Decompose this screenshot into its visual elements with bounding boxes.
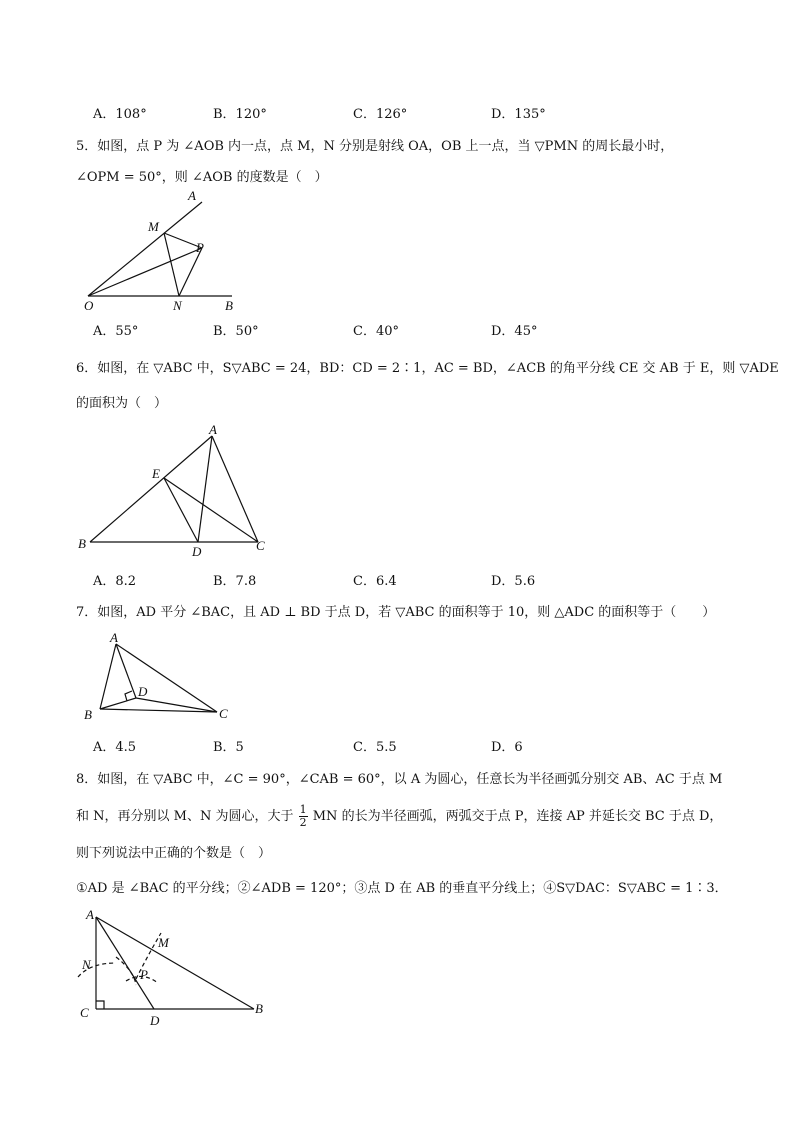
q5-stem-line1: 5．如图，点 P 为 ∠AOB 内一点，点 M，N 分别是射线 OA，OB 上一点，当 ▽PMN 的周长最小时， [76,139,674,154]
q4-option-c: C．126° [353,107,408,122]
q6-label-a: A [209,422,217,437]
q4-option-d: D．135° [491,107,546,122]
q5-label-m: M [148,219,159,234]
q8-figure [76,905,276,1027]
q6-option-a: A．8.2 [93,574,137,589]
q7-option-d: D．6 [491,740,523,755]
q8-label-a: A [86,907,94,922]
q7-label-b: B [84,707,92,722]
q5-figure [80,188,250,314]
q5-label-o: O [84,298,94,313]
q5-option-d: D．45° [491,324,538,339]
q6-label-e: E [152,466,160,481]
q8-label-m: M [158,935,169,950]
q8-stem-line2 [76,804,722,829]
q8-fraction-numerator: 1 [299,803,307,816]
q7-option-c: C．5.5 [353,740,397,755]
q8-label-p: P [140,967,148,982]
q8-fraction [299,804,308,829]
q4-option-b: B．120° [213,107,267,122]
q5-label-b: B [225,298,233,313]
q8-label-b: B [255,1001,263,1016]
q5-label-a: A [188,188,196,203]
q7-label-d: D [138,684,148,699]
q6-stem-line1: 6．如图，在 ▽ABC 中，S▽ABC = 24，BD：CD = 2∶1，AC = BD，∠ACB 的角平分线 CE 交 AB 于 E，则 ▽ADE [76,361,779,376]
q7-stem-line1: 7．如图，AD 平分 ∠BAC，且 AD ⊥ BD 于点 D，若 ▽ABC 的面积等于 10，则 △ADC 的面积等于（ ） [76,605,716,620]
q5-options [93,320,733,338]
q6-options [93,570,733,588]
q6-label-b: B [78,536,86,551]
q6-label-d: D [192,544,202,559]
q6-option-b: B．7.8 [213,574,257,589]
q5-label-n: N [173,298,182,313]
q8-stem-line3: 则下列说法中正确的个数是（ ） [76,846,272,861]
q6-option-d: D．5.6 [491,574,536,589]
q6-figure [76,420,276,560]
q6-label-c: C [256,538,265,553]
q5-option-c: C．40° [353,324,399,339]
q8-label-d: D [150,1013,160,1028]
q5-label-p: P [196,240,204,255]
q8-label-c: C [80,1005,89,1020]
q5-option-b: B．50° [213,324,259,339]
q7-option-b: B．5 [213,740,244,755]
q8-stem-line2-end: MN 的长为半径画弧，两弧交于点 P，连接 AP 并延长交 BC 于点 D， [312,809,723,824]
q4-options [93,103,733,121]
q8-stem-line2-start: 和 N，再分别以 M、N 为圆心，大于 [76,809,294,824]
q7-figure [80,628,240,724]
q5-stem-line2: ∠OPM = 50°，则 ∠AOB 的度数是（ ） [76,170,328,185]
q6-stem-line2: 的面积为（ ） [76,396,168,411]
q8-label-n: N [82,957,91,972]
q7-label-a: A [110,630,118,645]
q5-option-a: A．55° [93,324,139,339]
q8-stem-line1: 8．如图，在 ▽ABC 中，∠C = 90°，∠CAB = 60°，以 A 为圆心，任意长为半径画弧分别交 AB、AC 于点 M [76,772,723,787]
q4-option-a: A．108° [93,107,147,122]
q7-option-a: A．4.5 [93,740,137,755]
q7-label-c: C [219,706,228,721]
q6-option-c: C．6.4 [353,574,397,589]
q7-options [93,736,733,754]
q8-fraction-denominator: 2 [299,816,307,829]
q8-statements: ①AD 是 ∠BAC 的平分线；②∠ADB = 120°；③点 D 在 AB 的垂直平分线上；④S▽DAC：S▽ABC = 1∶3． [76,881,728,896]
